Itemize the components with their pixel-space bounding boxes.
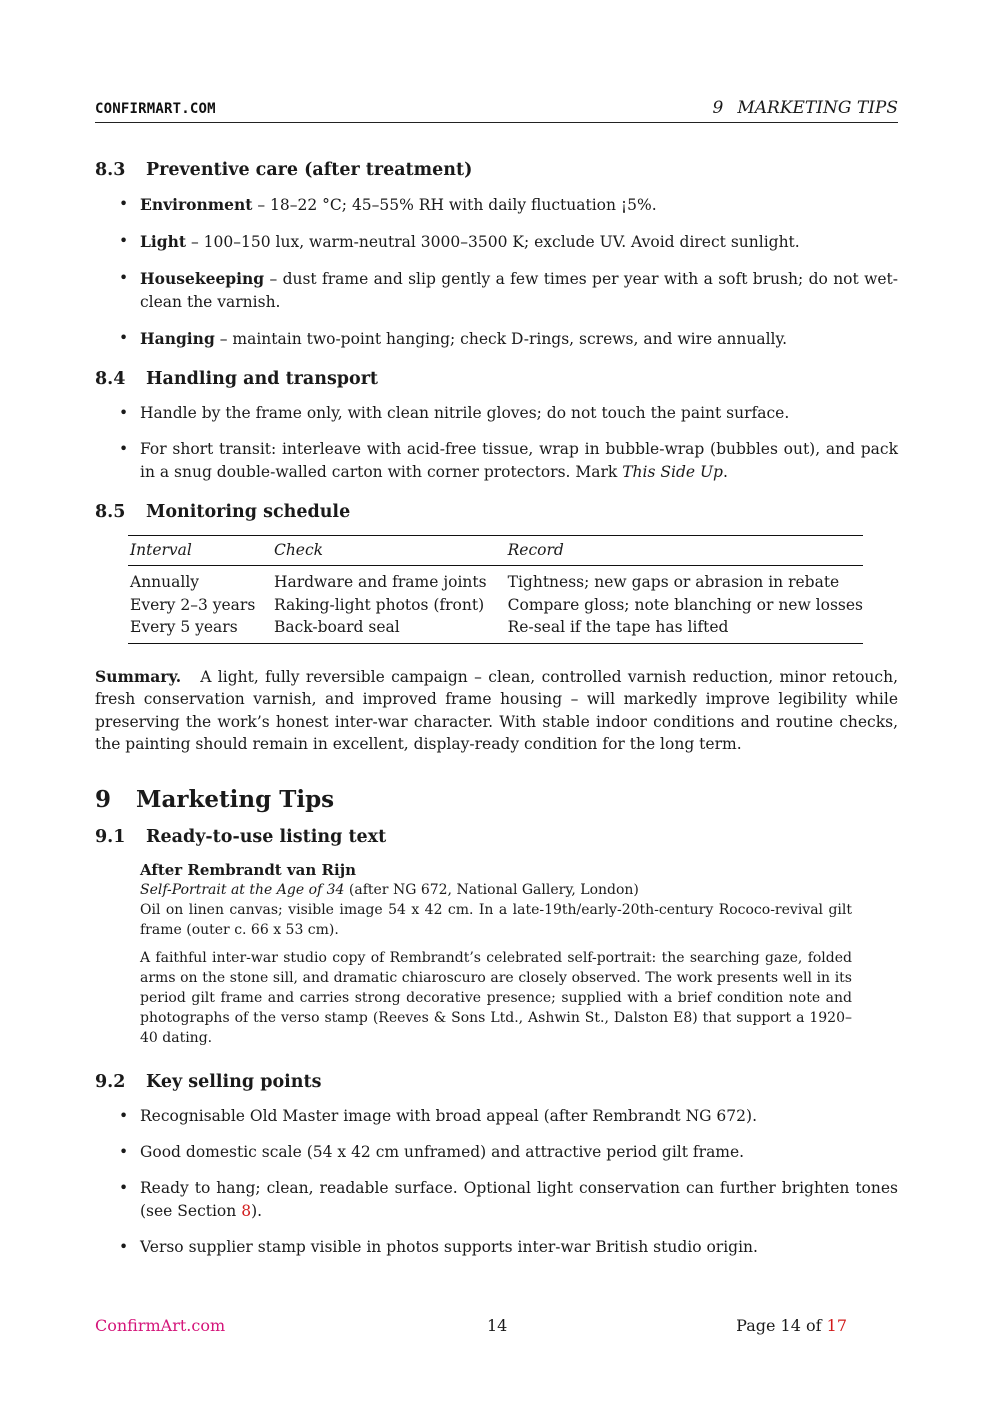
heading-number: 8.3 <box>95 160 126 180</box>
page-footer <box>95 1316 847 1340</box>
item-label: Hanging <box>140 329 215 348</box>
heading-9 <box>95 786 898 814</box>
heading-title: Key selling points <box>146 1072 322 1093</box>
heading-title: Ready-to-use listing text <box>146 827 387 848</box>
footer-site-link[interactable]: ConfirmArt.com <box>95 1316 226 1335</box>
table-row <box>128 594 863 617</box>
heading-number: 9 <box>95 785 112 813</box>
item-label: Environment <box>140 195 253 214</box>
list-item: • Good domestic scale (54 x 42 cm unframed) and attractive period gilt frame. <box>95 1141 898 1164</box>
item-text: For short transit: interleave with acid-free tissue, wrap in bubble-wrap (bubbles out), and pack in a snug double-walled carton with corner protectors. Mark <box>140 440 898 481</box>
list-item <box>95 193 898 217</box>
heading-9-1 <box>95 827 898 848</box>
list-item <box>95 1177 898 1223</box>
preventive-care-list <box>95 193 898 351</box>
column-header: Check <box>272 536 506 566</box>
table-header-row <box>128 536 863 566</box>
table-cell: Every 5 years <box>130 618 238 636</box>
table-cell: Compare gloss; note blanching or new losses <box>507 595 863 614</box>
table-cell: Re-seal if the tape has lifted <box>507 618 729 636</box>
item-text: – 100–150 lux, warm-neutral 3000–3500 K; exclude UV. Avoid direct sunlight. <box>186 233 800 251</box>
listing-work-title: Self-Portrait at the Age of 34 <box>140 882 345 899</box>
heading-title: Marketing Tips <box>136 785 335 813</box>
item-emphasis: This Side Up <box>622 463 723 481</box>
heading-number: 8.5 <box>95 502 126 522</box>
listing-artist: After Rembrandt van Rijn <box>140 861 357 880</box>
column-header: Record <box>506 536 863 566</box>
list-item <box>95 267 898 314</box>
item-text: – maintain two-point hanging; check D-rings, screws, and wire annually. <box>214 330 788 348</box>
list-item: • Verso supplier stamp visible in photos supports inter-war British studio origin. <box>95 1236 898 1259</box>
list-item: • Handle by the frame only, with clean nitrile gloves; do not touch the paint surface. <box>95 402 898 425</box>
item-text-end: . <box>722 463 728 481</box>
table-row <box>128 566 863 594</box>
table-cell: Tightness; new gaps or abrasion in rebate <box>507 573 840 591</box>
footer-page-of <box>736 1316 847 1335</box>
section-reference-link[interactable]: 8 <box>241 1202 252 1221</box>
running-header <box>95 98 898 123</box>
item-text: – 18–22 °C; 45–55% RH with daily fluctuation ¡5%. <box>252 196 657 214</box>
summary-paragraph <box>95 666 898 756</box>
header-section <box>713 98 898 118</box>
table-cell: Hardware and frame joints <box>273 573 487 591</box>
item-text: Ready to hang; clean, readable surface. Optional light conservation can further brighten tones (see Section <box>140 1179 898 1221</box>
heading-9-2 <box>95 1072 898 1093</box>
footer-total-pages-link[interactable]: 17 <box>826 1316 847 1335</box>
page-content <box>95 160 898 1277</box>
list-item: • Recognisable Old Master image with broad appeal (after Rembrandt NG 672). <box>95 1105 898 1128</box>
table-row <box>128 616 863 643</box>
table-cell: Annually <box>130 573 200 591</box>
listing-medium: Oil on linen canvas; visible image 54 x 42 cm. In a late-19th/early-20th-century Rococo-revival gilt frame (outer c. 66 x 53 cm). <box>140 902 852 939</box>
item-text: – dust frame and slip gently a few times per year with a soft brush; do not wet-clean the varnish. <box>140 270 898 311</box>
list-item <box>95 327 898 351</box>
heading-8-3 <box>95 160 898 181</box>
confirmart-logo: CONFIRMART.COM <box>95 101 216 117</box>
footer-page-prefix: Page 14 of <box>736 1316 827 1335</box>
item-label: Housekeeping <box>140 269 265 288</box>
heading-title: Monitoring schedule <box>146 502 351 522</box>
item-text-end: ). <box>251 1202 263 1221</box>
listing-work-ref: (after NG 672, National Gallery, London) <box>344 882 639 899</box>
heading-8-5 <box>95 502 898 523</box>
list-item <box>95 230 898 254</box>
heading-number: 9.2 <box>95 1072 126 1093</box>
summary-text: A light, fully reversible campaign – clean, controlled varnish reduction, minor retouch, fresh conservation varnish, and improved frame housing – will markedly improve legibility while preserving the work’s honest inter-war character. With stable indoor conditions and routine checks, the painting should remain in excellent, display-ready condition for the long term. <box>95 667 899 753</box>
heading-8-4 <box>95 369 898 390</box>
column-header: Interval <box>128 536 272 566</box>
heading-title: Preventive care (after treatment) <box>146 160 473 180</box>
heading-number: 8.4 <box>95 369 126 389</box>
header-section-title: MARKETING TIPS <box>737 98 898 118</box>
monitoring-table <box>128 535 863 644</box>
table-cell: Every 2–3 years <box>130 595 256 614</box>
handling-list <box>95 402 898 484</box>
item-label: Light <box>140 232 187 251</box>
footer-page-number: 14 <box>487 1316 508 1335</box>
listing-work <box>140 880 852 900</box>
header-section-number: 9 <box>712 98 724 118</box>
selling-points-list <box>95 1105 898 1259</box>
summary-label: Summary. <box>95 666 182 686</box>
listing-description: A faithful inter-war studio copy of Rembrandt’s celebrated self-portrait: the searching gaze, folded arms on the stone sill, and dramatic chiaroscuro are closely observed. The work presents well in its period gilt frame and carries strong decorative presence; supplied with a brief condition note and photographs of the verso stamp (Reeves & Sons Ltd., Ashwin St., Dalston E8) that support a 1920–40 dating. <box>140 950 852 1047</box>
table-cell: Raking-light photos (front) <box>273 595 485 614</box>
heading-title: Handling and transport <box>146 369 379 389</box>
table-cell: Back-board seal <box>273 618 400 636</box>
listing-text-block <box>140 860 852 1048</box>
heading-number: 9.1 <box>95 827 126 848</box>
list-item <box>95 438 898 484</box>
